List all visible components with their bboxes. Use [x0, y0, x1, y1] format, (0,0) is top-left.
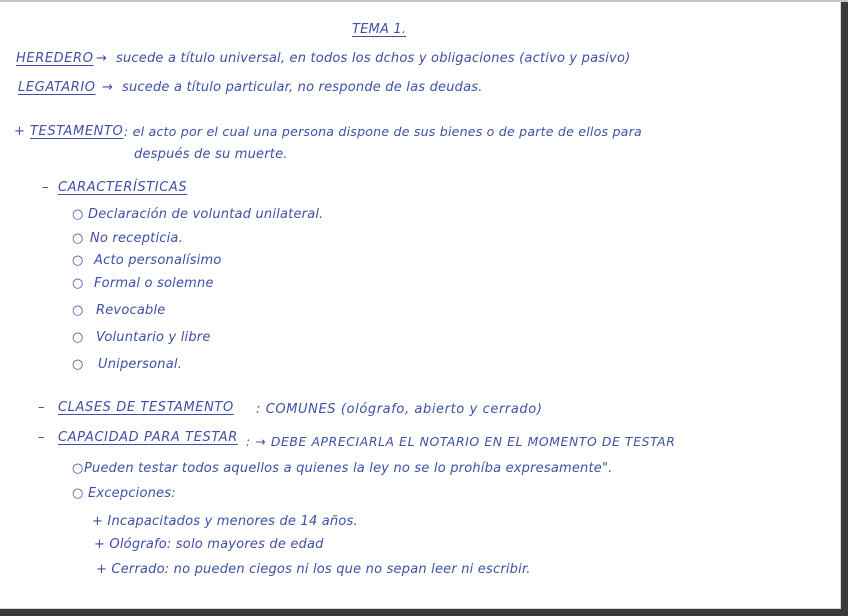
heredero-arrow: → [96, 51, 108, 66]
capacidad-heading: CAPACIDAD PARA TESTAR [58, 430, 238, 445]
list-item: Excepciones: [88, 486, 176, 501]
bullet-circle-icon: ○ [72, 207, 84, 222]
bullet-circle-icon: ○ [72, 357, 84, 372]
clases-text: : COMUNES (ológrafo, abierto y cerrado) [256, 402, 543, 417]
testamento-term: TESTAMENTO [30, 124, 124, 139]
heredero-term: HEREDERO [16, 51, 94, 66]
bullet-circle-icon: ○ [72, 486, 84, 501]
list-item: Revocable [96, 303, 166, 318]
list-item: Voluntario y libre [96, 330, 211, 345]
capacidad-dash: – [38, 430, 45, 445]
exception-item: + Cerrado: no pueden ciegos ni los que no sepan leer ni escribir. [96, 562, 531, 577]
bullet-circle-icon: ○ [72, 231, 84, 246]
bullet-circle-icon: ○ [72, 303, 84, 318]
exception-item: + Ológrafo: solo mayores de edad [94, 537, 324, 552]
exception-item: + Incapacitados y menores de 14 años. [92, 514, 358, 529]
list-item: Acto personalísimo [94, 253, 222, 268]
capacidad-note: : → DEBE APRECIARLA EL NOTARIO EN EL MOMENTO DE TESTAR [246, 434, 676, 449]
testamento-bullet: + [14, 124, 26, 139]
bullet-circle-icon: ○ [72, 253, 84, 268]
list-item: No recepticia. [90, 231, 183, 246]
legatario-term: LEGATARIO [18, 80, 96, 95]
testamento-definition: : el acto por el cual una persona dispone de sus bienes o de parte de ellos para [124, 124, 642, 139]
bullet-circle-icon: ○ [72, 330, 84, 345]
testamento-definition-cont: después de su muerte. [134, 147, 288, 162]
caracteristicas-heading: CARACTERÍSTICAS [58, 180, 188, 195]
handwritten-notes-page [0, 2, 841, 609]
legatario-arrow: → [102, 80, 114, 95]
legatario-definition: sucede a título particular, no responde de las deudas. [122, 80, 483, 95]
list-item: Unipersonal. [98, 357, 183, 372]
page-title: TEMA 1. [352, 22, 407, 37]
list-item: Declaración de voluntad unilateral. [88, 207, 324, 222]
clases-dash: – [38, 400, 45, 415]
bullet-circle-icon: ○ [72, 276, 84, 291]
clases-heading: CLASES DE TESTAMENTO [58, 400, 234, 415]
heredero-definition: sucede a título universal, en todos los dchos y obligaciones (activo y pasivo) [116, 51, 631, 66]
caracteristicas-dash: – [42, 180, 49, 195]
list-item: Pueden testar todos aquellos a quienes la ley no se lo prohíba expresamente". [84, 461, 613, 476]
list-item: Formal o solemne [94, 276, 214, 291]
bullet-circle-icon: ○ [72, 461, 84, 476]
